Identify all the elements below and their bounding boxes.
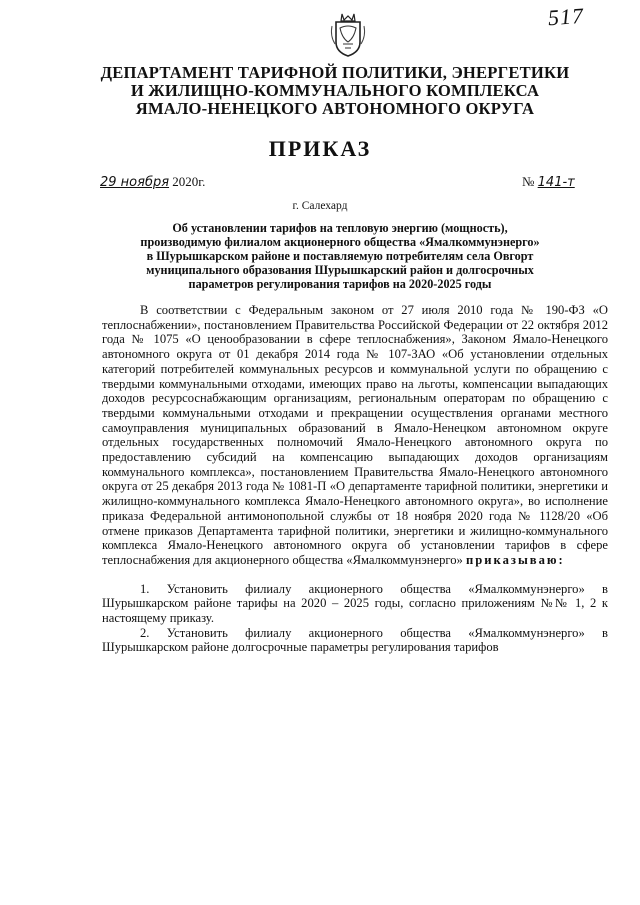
coat-of-arms-emblem-icon bbox=[328, 8, 368, 58]
city: г. Салехард bbox=[292, 200, 348, 212]
order-item-1: 1. Установить филиалу акционерного общества «Ямалкоммунэнерго» в Шурышкарском районе тарифы на 2020 – 2025 годы, согласно приложениям №№ 1, 2 к настоящему приказу. bbox=[102, 581, 608, 626]
document-body bbox=[102, 303, 608, 655]
order-item-2: 2. Установить филиалу акционерного общества «Ямалкоммунэнерго» в Шурышкарском районе долгосрочные параметры регулирования тарифов bbox=[102, 625, 608, 655]
department-line-3: ЯМАЛО-НЕНЕЦКОГО АВТОНОМНОГО ОКРУГА bbox=[135, 99, 535, 118]
date-year: 2020г. bbox=[172, 174, 206, 189]
document-type-title: ПРИКАЗ bbox=[268, 136, 372, 161]
subject-line-1: Об установлении тарифов на тепловую энергию (мощность), bbox=[172, 221, 508, 235]
orders-word: приказываю: bbox=[466, 552, 565, 567]
subject-line-2: производимую филиалом акционерного общества «Ямалкоммунэнерго» bbox=[140, 235, 540, 249]
number-prefix: № bbox=[522, 174, 535, 189]
document-subject bbox=[100, 221, 580, 291]
department-line-2: И ЖИЛИЩНО-КОММУНАЛЬНОГО КОМПЛЕКСА bbox=[130, 81, 540, 100]
department-line-1: ДЕПАРТАМЕНТ ТАРИФНОЙ ПОЛИТИКИ, ЭНЕРГЕТИКИ bbox=[100, 63, 570, 82]
document-number bbox=[522, 174, 575, 190]
number-handwritten: 141-т bbox=[537, 175, 575, 190]
subject-line-4: муниципального образования Шурышкарский район и долгосрочных bbox=[146, 263, 534, 277]
subject-line-3: в Шурышкарском районе и поставляемую потребителям села Овгорт bbox=[146, 249, 534, 263]
department-name bbox=[90, 64, 580, 118]
subject-line-5: параметров регулирования тарифов на 2020-2025 годы bbox=[188, 277, 492, 291]
document-date bbox=[100, 174, 205, 190]
preamble-text: В соответствии с Федеральным законом от 27 июля 2010 года № 190-ФЗ «О теплоснабжении», постановлением Правительства Российской Федерации от 22 октября 2012 года № 1075 «О ценообразовании в сфере теплоснабжения», Законом Ямало-Ненецкого автономного округа от 01 декабря 2014 года № 107-ЗАО «Об установлении отдельных категорий потребителей коммунальных ресурсов и коммунальной услуги по обращению с твердыми коммунальными отходами, имеющих право на льготы, компенсации выпадающих доходов ресурсоснабжающим организациям, региональным операторам по обращению с твердыми коммунальными отходами и прекращении осуществления органами местного самоуправления муниципальных образований в Ямало-Ненецком автономном округе отдельных государственных полномочий Ямало-Ненецкого автономного округа по предоставлению субсидий на компенсацию выпадающих доходов организациям коммунального комплекса», постановлением Правительства Ямало-Ненецкого автономного округа от 25 декабря 2013 года № 1081-П «О департаменте тарифной политики, энергетики и жилищно-коммунального комплекса Ямало-Ненецкого автономного округа», во исполнение приказа Федеральной антимонопольной службы от 18 ноября 2020 года № 1128/20 «Об отмене приказов Департамента тарифной политики, энергетики и жилищно-коммунального комплекса Ямало-Ненецкого автономного округа об установлении тарифов в сфере теплоснабжения для акционерного общества «Ямалкоммунэнерго» bbox=[102, 303, 608, 567]
preamble-paragraph bbox=[102, 303, 608, 568]
handwritten-registration-number: 517 bbox=[547, 2, 585, 31]
date-handwritten: 29 ноября bbox=[100, 175, 170, 190]
